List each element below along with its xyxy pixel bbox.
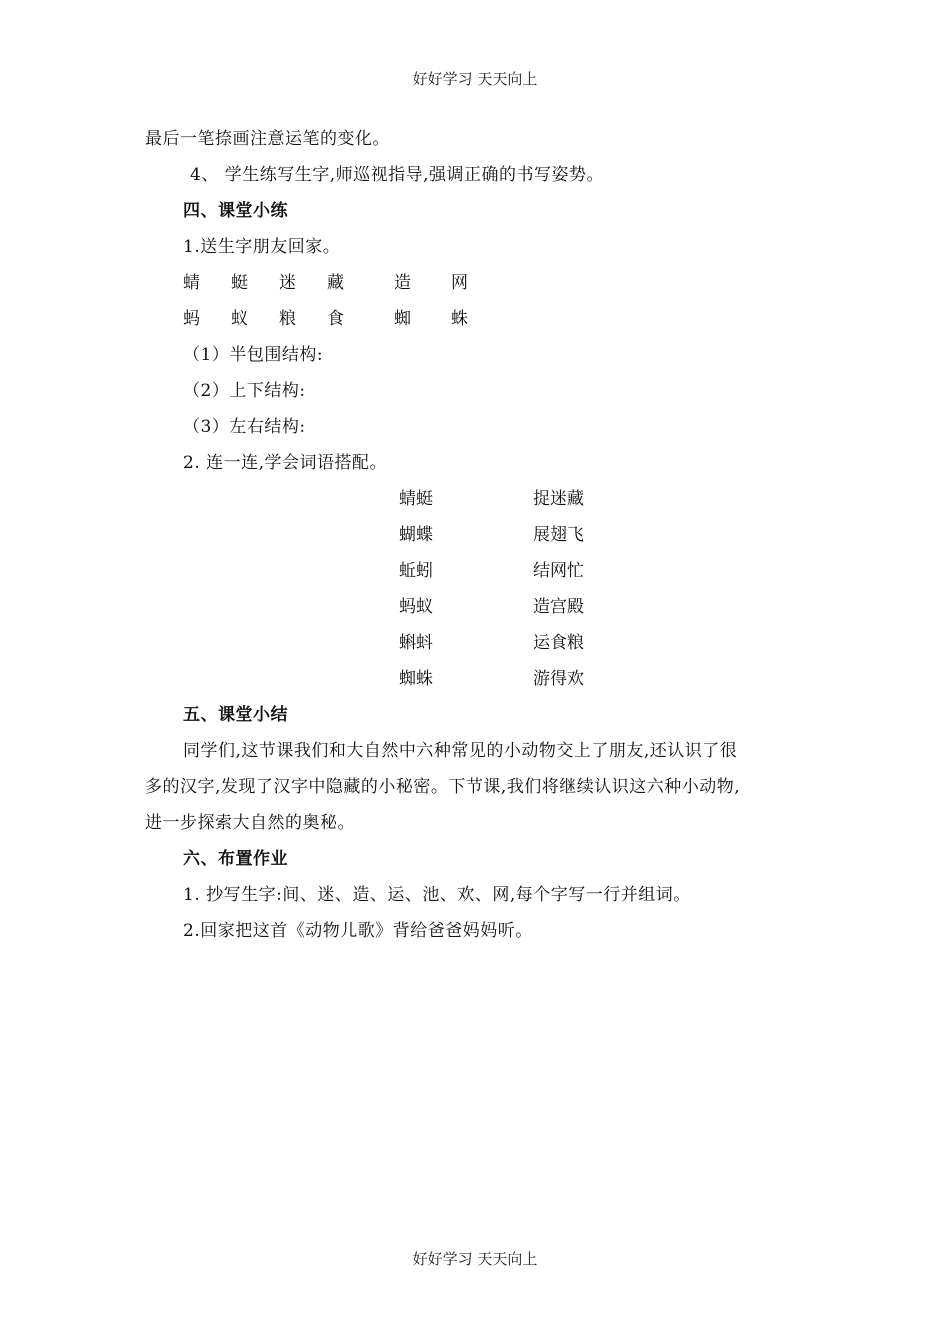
match-left: 蝴蝶 <box>399 525 433 545</box>
char: 造 <box>394 273 412 293</box>
page-footer: 好好学习 天天向上 <box>412 1250 538 1268</box>
char: 蛛 <box>451 309 469 329</box>
match-left: 蚂蚁 <box>399 597 433 617</box>
match-left: 蝌蚪 <box>399 633 433 653</box>
structure-item: （2）上下结构: <box>183 381 306 401</box>
paragraph-line: 进一步探索大自然的奥秘。 <box>145 813 355 833</box>
match-left: 蜻蜓 <box>399 489 433 509</box>
match-right: 展翅飞 <box>533 525 584 545</box>
char: 食 <box>327 309 345 329</box>
question: 1.送生字朋友回家。 <box>183 237 341 257</box>
char: 蚁 <box>231 309 249 329</box>
match-right: 游得欢 <box>533 669 584 689</box>
match-left: 蜘蛛 <box>399 669 433 689</box>
char: 蜻 <box>183 273 201 293</box>
paragraph-line: 多的汉字,发现了汉字中隐藏的小秘密。下节课,我们将继续认识这六种小动物, <box>145 777 741 797</box>
structure-item: （3）左右结构: <box>183 417 306 437</box>
structure-item: （1）半包围结构: <box>183 345 324 365</box>
match-right: 造宫殿 <box>533 597 584 617</box>
match-left: 蚯蚓 <box>399 561 433 581</box>
char: 网 <box>451 273 469 293</box>
section-heading: 四、课堂小练 <box>183 201 288 221</box>
section-heading: 五、课堂小结 <box>183 705 288 725</box>
char: 蚂 <box>183 309 201 329</box>
page-header: 好好学习 天天向上 <box>412 70 538 88</box>
homework-item: 1. 抄写生字:间、迷、造、运、池、欢、网,每个字写一行并组词。 <box>183 885 691 905</box>
char: 藏 <box>327 273 345 293</box>
section-heading: 六、布置作业 <box>183 849 288 869</box>
char: 蜓 <box>231 273 249 293</box>
char: 粮 <box>279 309 297 329</box>
char: 迷 <box>279 273 297 293</box>
question: 2. 连一连,学会词语搭配。 <box>183 453 388 473</box>
text-line: 最后一笔捺画注意运笔的变化。 <box>145 129 390 149</box>
match-right: 结网忙 <box>533 561 584 581</box>
text-line: 4、 学生练写生字,师巡视指导,强调正确的书写姿势。 <box>190 165 605 185</box>
char: 蜘 <box>394 309 412 329</box>
match-right: 运食粮 <box>533 633 584 653</box>
match-right: 捉迷藏 <box>533 489 584 509</box>
paragraph-line: 同学们,这节课我们和大自然中六种常见的小动物交上了朋友,还认识了很 <box>183 741 738 761</box>
homework-item: 2.回家把这首《动物儿歌》背给爸爸妈妈听。 <box>183 921 533 941</box>
